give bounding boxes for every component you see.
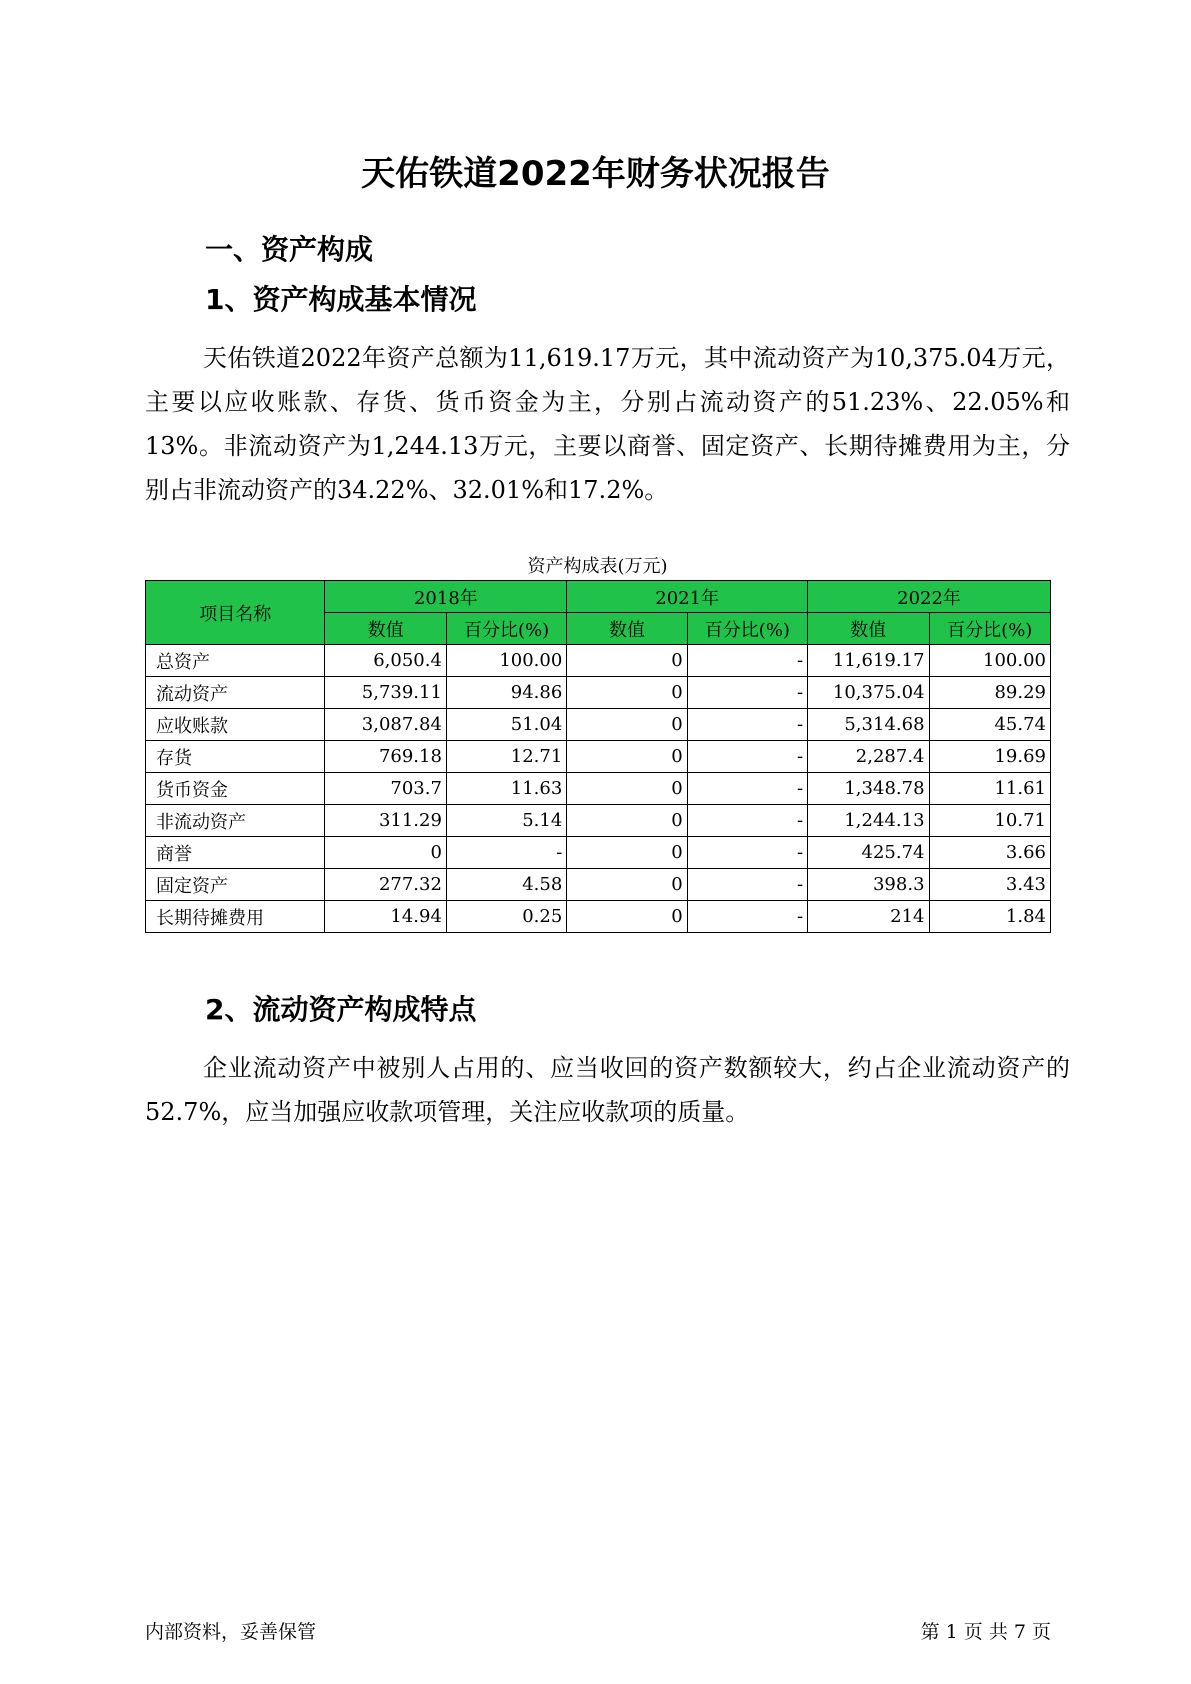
cell: 311.29 [325, 805, 446, 837]
row-name: 商誉 [146, 837, 325, 869]
cell: 2,287.4 [808, 741, 929, 773]
table-row [146, 869, 1051, 901]
cell: 3,087.84 [325, 709, 446, 741]
footer-confidential-note: 内部资料，妥善保管 [145, 1621, 317, 1643]
header-value: 数值 [325, 613, 446, 645]
cell: 0 [567, 901, 687, 933]
cell: 6,050.4 [325, 645, 446, 677]
cell: 0 [567, 773, 687, 805]
cell: 214 [808, 901, 929, 933]
section-heading-asset-composition: 一、资产构成 [205, 233, 374, 266]
row-name: 存货 [146, 741, 325, 773]
cell: - [687, 805, 807, 837]
row-name: 非流动资产 [146, 805, 325, 837]
table-row [146, 741, 1051, 773]
cell: - [687, 677, 807, 709]
subsection-heading-current-assets: 2、流动资产构成特点 [205, 993, 477, 1026]
row-name: 流动资产 [146, 677, 325, 709]
cell: 11.63 [446, 773, 566, 805]
cell: - [446, 837, 566, 869]
table-row [146, 645, 1051, 677]
cell: 0 [567, 741, 687, 773]
cell: - [687, 869, 807, 901]
cell: 0 [567, 677, 687, 709]
cell: 100.00 [929, 645, 1050, 677]
asset-composition-table [145, 580, 1051, 933]
cell: - [687, 773, 807, 805]
table-row [146, 773, 1051, 805]
row-name: 长期待摊费用 [146, 901, 325, 933]
cell: 100.00 [446, 645, 566, 677]
cell: 5,739.11 [325, 677, 446, 709]
header-value: 数值 [567, 613, 687, 645]
row-name: 货币资金 [146, 773, 325, 805]
header-year-2021: 2021年 [567, 581, 808, 613]
cell: 0 [325, 837, 446, 869]
footer-page-number: 第 1 页 共 7 页 [920, 1621, 1051, 1643]
cell: 19.69 [929, 741, 1050, 773]
table-row [146, 901, 1051, 933]
cell: 10.71 [929, 805, 1050, 837]
cell: - [687, 741, 807, 773]
row-name: 应收账款 [146, 709, 325, 741]
cell: 94.86 [446, 677, 566, 709]
page-title: 天佑铁道2022年财务状况报告 [361, 154, 830, 194]
cell: - [687, 645, 807, 677]
table-row [146, 805, 1051, 837]
cell: 45.74 [929, 709, 1050, 741]
cell: 398.3 [808, 869, 929, 901]
cell: 1,348.78 [808, 773, 929, 805]
cell: 1.84 [929, 901, 1050, 933]
table-header-row-years [146, 581, 1051, 613]
cell: 11,619.17 [808, 645, 929, 677]
row-name: 总资产 [146, 645, 325, 677]
paragraph-asset-summary: 天佑铁道2022年资产总额为11,619.17万元，其中流动资产为10,375.04万元，主要以应收账款、存货、货币资金为主，分别占流动资产的51.23%、22.05%和13%。非流动资产为1,244.13万元，主要以商誉、固定资产、长期待摊费用为主，分别占非流动资产的34.22%、32.01%和17.2%。 [145, 344, 1070, 504]
cell: - [687, 709, 807, 741]
cell: 769.18 [325, 741, 446, 773]
cell: 89.29 [929, 677, 1050, 709]
cell: 0 [567, 709, 687, 741]
header-percent: 百分比(%) [687, 613, 807, 645]
cell: 12.71 [446, 741, 566, 773]
header-year-2022: 2022年 [808, 581, 1051, 613]
cell: 0 [567, 645, 687, 677]
header-item-name: 项目名称 [146, 581, 325, 645]
cell: 0 [567, 805, 687, 837]
cell: 703.7 [325, 773, 446, 805]
cell: 425.74 [808, 837, 929, 869]
cell: 0.25 [446, 901, 566, 933]
cell: 11.61 [929, 773, 1050, 805]
header-value: 数值 [808, 613, 929, 645]
cell: 10,375.04 [808, 677, 929, 709]
header-percent: 百分比(%) [446, 613, 566, 645]
cell: 3.43 [929, 869, 1050, 901]
cell: 14.94 [325, 901, 446, 933]
cell: 0 [567, 837, 687, 869]
table-row [146, 677, 1051, 709]
cell: 5,314.68 [808, 709, 929, 741]
cell: 1,244.13 [808, 805, 929, 837]
cell: - [687, 901, 807, 933]
cell: 0 [567, 869, 687, 901]
cell: - [687, 837, 807, 869]
subsection-heading-basic-situation: 1、资产构成基本情况 [205, 283, 477, 316]
cell: 5.14 [446, 805, 566, 837]
row-name: 固定资产 [146, 869, 325, 901]
header-year-2018: 2018年 [325, 581, 567, 613]
paragraph-current-assets: 企业流动资产中被别人占用的、应当收回的资产数额较大，约占企业流动资产的52.7%，应当加强应收款项管理，关注应收款项的质量。 [145, 1054, 1070, 1126]
cell: 277.32 [325, 869, 446, 901]
cell: 3.66 [929, 837, 1050, 869]
cell: 51.04 [446, 709, 566, 741]
table-caption: 资产构成表(万元) [527, 556, 668, 577]
cell: 4.58 [446, 869, 566, 901]
table-row [146, 837, 1051, 869]
header-percent: 百分比(%) [929, 613, 1050, 645]
table-row [146, 709, 1051, 741]
